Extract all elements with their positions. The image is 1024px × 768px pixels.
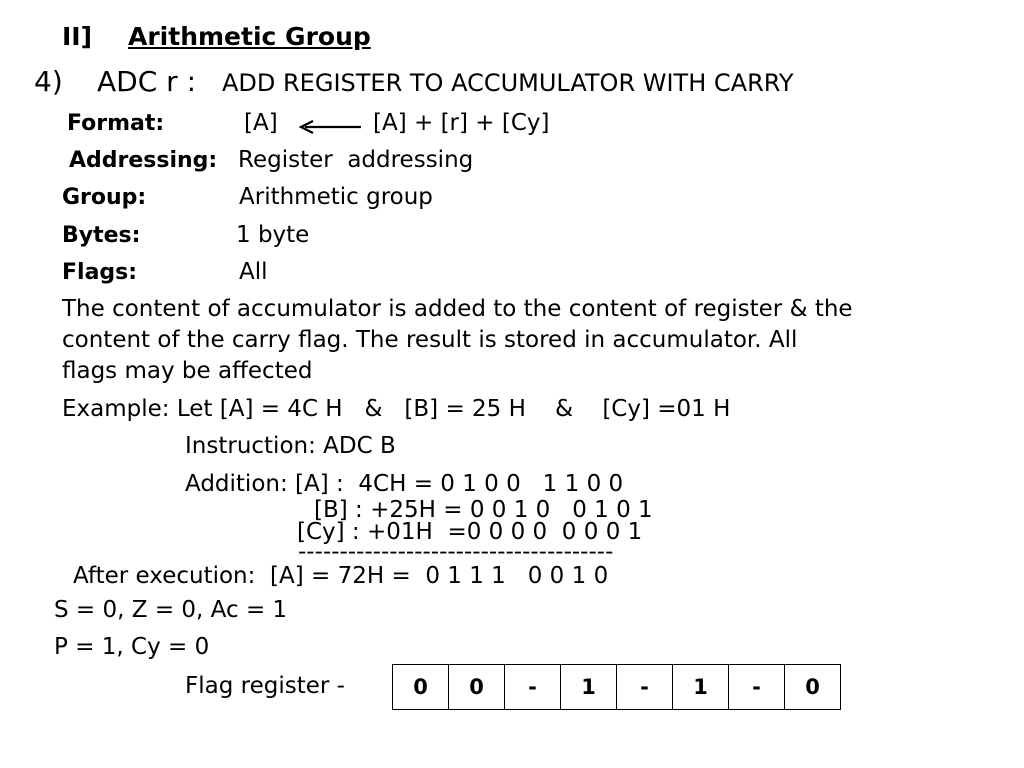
flag-cell: 0: [393, 665, 449, 710]
example-line: Example: Let [A] = 4C H & [B] = 25 H & [Cy] =01 H: [62, 396, 731, 422]
description-line: The content of accumulator is added to the content of register & the: [62, 296, 853, 322]
flag-cell: 1: [561, 665, 617, 710]
bytes-value: 1 byte: [236, 222, 310, 248]
flag-cell: 0: [785, 665, 841, 710]
flag-cell: -: [505, 665, 561, 710]
flag-register-label: Flag register -: [185, 673, 345, 699]
flag-result-line: S = 0, Z = 0, Ac = 1: [54, 597, 288, 623]
heading-prefix: II]: [62, 22, 93, 51]
flag-cell: -: [729, 665, 785, 710]
flag-register-table: [392, 664, 841, 710]
flag-cell: 0: [449, 665, 505, 710]
flag-result-line: P = 1, Cy = 0: [54, 634, 210, 660]
format-dest: [A]: [244, 110, 278, 136]
example-instruction: Instruction: ADC B: [185, 433, 396, 459]
flag-cell: -: [617, 665, 673, 710]
page-title: Arithmetic Group: [128, 22, 371, 51]
addressing-label: Addressing:: [69, 148, 218, 173]
addressing-value: Register addressing: [238, 147, 474, 173]
instruction-mnemonic: ADC r :: [97, 65, 197, 98]
left-arrow-icon: [297, 117, 363, 137]
instruction-number: 4): [34, 65, 63, 98]
description-line: flags may be affected: [62, 358, 313, 384]
group-label: Group:: [62, 185, 147, 210]
description-line: content of the carry flag. The result is stored in accumulator. All: [62, 327, 798, 353]
instruction-description: ADD REGISTER TO ACCUMULATOR WITH CARRY: [222, 69, 794, 97]
group-value: Arithmetic group: [239, 184, 433, 210]
flags-label: Flags:: [62, 260, 138, 285]
flag-cell: 1: [673, 665, 729, 710]
addition-line-cy: [Cy] : +01H =0 0 0 0 0 0 0 1: [297, 519, 643, 545]
addition-line-a: Addition: [A] : 4CH = 0 1 0 0 1 1 0 0: [185, 471, 624, 497]
addition-separator: --------------------------------------: [298, 539, 614, 565]
flags-value: All: [239, 259, 268, 285]
bytes-label: Bytes:: [62, 223, 141, 248]
after-execution-line: After execution: [A] = 72H = 0 1 1 1 0 0 1 0: [73, 563, 609, 589]
format-expression: [A] + [r] + [Cy]: [373, 110, 550, 136]
format-label: Format:: [67, 111, 165, 136]
addition-line-b: [B] : +25H = 0 0 1 0 0 1 0 1: [314, 497, 653, 523]
